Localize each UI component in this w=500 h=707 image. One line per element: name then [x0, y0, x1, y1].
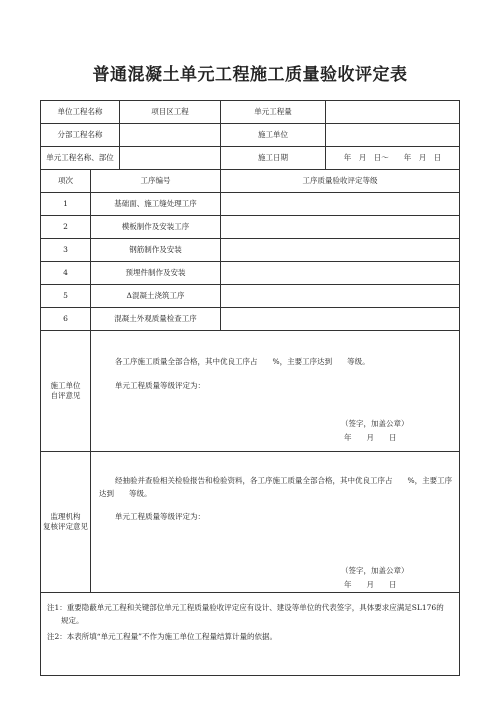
row-no: 5 — [41, 285, 91, 308]
row-process: 预埋件制作及安装 — [91, 262, 221, 285]
construction-opinion-label-line2: 自评意见 — [50, 391, 81, 400]
info-row-division — [41, 124, 460, 147]
row-grade — [221, 193, 460, 216]
row-grade — [221, 262, 460, 285]
construction-opinion-text2: 单元工程质量等级评定为： — [115, 381, 205, 390]
header-item: 项次 — [41, 170, 91, 193]
table-row — [41, 216, 460, 239]
unit-quantity-value — [326, 101, 459, 123]
construction-opinion-row — [41, 331, 460, 452]
note-1b: 规定。 — [61, 616, 84, 625]
unit-project-name-label: 单位工程名称 — [41, 101, 120, 123]
supervision-opinion-label-line1: 监理机构 — [50, 512, 81, 522]
row-process: Δ混凝土浇筑工序 — [91, 285, 221, 308]
construction-opinion-label — [41, 331, 91, 452]
row-process: 基础面、施工缝处理工序 — [91, 193, 221, 216]
info-row-element — [41, 147, 460, 170]
header-grade: 工序质量验收评定等级 — [221, 170, 460, 193]
date-label: 施工日期 — [221, 147, 326, 169]
row-no: 6 — [41, 308, 91, 331]
row-no: 3 — [41, 239, 91, 262]
row-grade — [221, 285, 460, 308]
row-grade — [221, 216, 460, 239]
element-name-value — [120, 147, 220, 169]
row-grade — [221, 239, 460, 262]
header-process: 工序编号 — [140, 176, 171, 186]
row-process: 模板制作及安装工序 — [91, 216, 221, 239]
table-row — [41, 285, 460, 308]
row-no: 1 — [41, 193, 91, 216]
row-process: 混凝土外观质量检查工序 — [91, 308, 221, 331]
row-no: 4 — [41, 262, 91, 285]
note-1a: 注1：重要隐蔽单元工程和关键部位单元工程质量验收评定应有设计、建设等单位的代表签字，具体要求应满足SL176的 — [47, 603, 444, 612]
header-row — [41, 170, 460, 193]
construction-opinion-sign: （签字，加盖公章） — [341, 419, 409, 428]
construction-opinion-date: 年 月 日 — [344, 433, 397, 442]
document-title: 普通混凝土单元工程施工质量验收评定表 — [92, 65, 408, 85]
supervision-opinion-text1b: 达到 等级。 — [99, 489, 152, 498]
supervision-opinion-date: 年 月 日 — [344, 580, 397, 589]
supervision-opinion-label — [41, 452, 91, 593]
division-name-label: 分部工程名称 — [41, 124, 120, 146]
construction-unit-value — [326, 124, 459, 146]
notes — [41, 593, 460, 676]
note-2: 注2：本表所填“单元工程量”不作为施工单位工程量结算计量的依据。 — [47, 632, 277, 641]
date-value: 年 月 日～ 年 月 日 — [343, 153, 442, 163]
row-no: 2 — [41, 216, 91, 239]
row-grade — [221, 308, 460, 331]
table-row — [41, 193, 460, 216]
row-process: 钢筋制作及安装 — [91, 239, 221, 262]
info-row-unit-project — [41, 101, 460, 124]
division-name-value — [120, 124, 220, 146]
construction-opinion-text1: 各工序施工质量全部合格，其中优良工序占 %，主要工序达到 等级。 — [115, 357, 370, 366]
table-row — [41, 262, 460, 285]
construction-unit-label: 施工单位 — [221, 124, 326, 146]
supervision-opinion-content — [91, 452, 460, 593]
construction-opinion-content — [91, 331, 460, 452]
evaluation-table — [40, 100, 460, 676]
unit-quantity-label: 单元工程量 — [221, 101, 326, 123]
supervision-opinion-label-line2: 复核评定意见 — [43, 522, 88, 531]
table-row — [41, 239, 460, 262]
notes-row — [41, 593, 460, 676]
construction-opinion-label-line1: 施工单位 — [50, 381, 81, 391]
supervision-opinion-sign: （签字，加盖公章） — [341, 566, 409, 575]
element-name-label: 单元工程名称、部位 — [41, 147, 120, 169]
unit-project-name-value: 项目区工程 — [151, 107, 189, 117]
supervision-opinion-row — [41, 452, 460, 593]
supervision-opinion-text1a: 经抽验并查验相关检验报告和检验资料，各工序施工质量全部合格，其中优良工序占 %，主要工序 — [115, 476, 453, 485]
table-row — [41, 308, 460, 331]
supervision-opinion-text2: 单元工程质量等级评定为： — [115, 512, 205, 521]
